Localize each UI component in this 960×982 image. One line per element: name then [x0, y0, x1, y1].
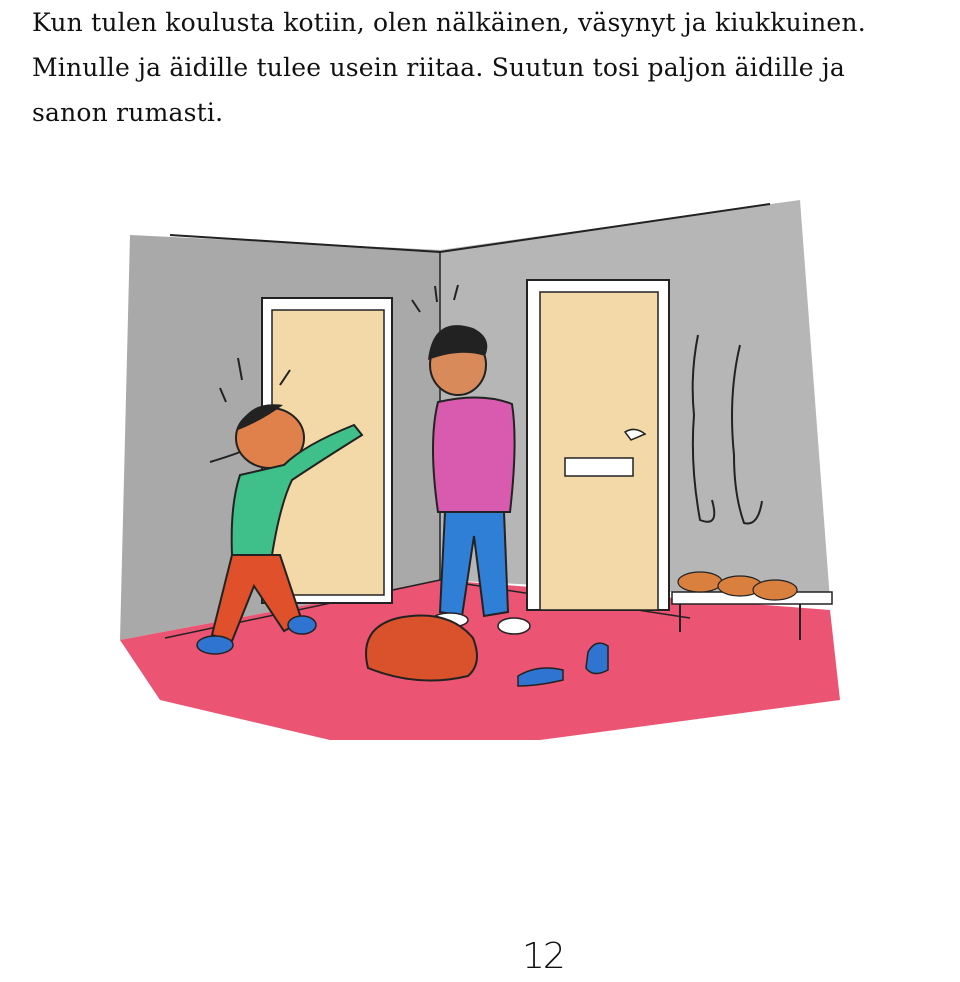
illustration-hallway-argument: [40, 140, 920, 820]
story-line: Minulle ja äidille tulee usein riitaa. Suutun tosi paljon äidille ja: [32, 53, 845, 82]
story-line: Kun tulen koulusta kotiin, olen nälkäinen, väsynyt ja kiukkuinen.: [32, 8, 866, 37]
backpack: [366, 616, 477, 681]
right-door: [527, 280, 669, 610]
story-line: sanon rumasti.: [32, 98, 224, 127]
mail-slot: [565, 458, 633, 476]
story-text: [32, 0, 932, 135]
page-number: 12: [522, 936, 564, 977]
